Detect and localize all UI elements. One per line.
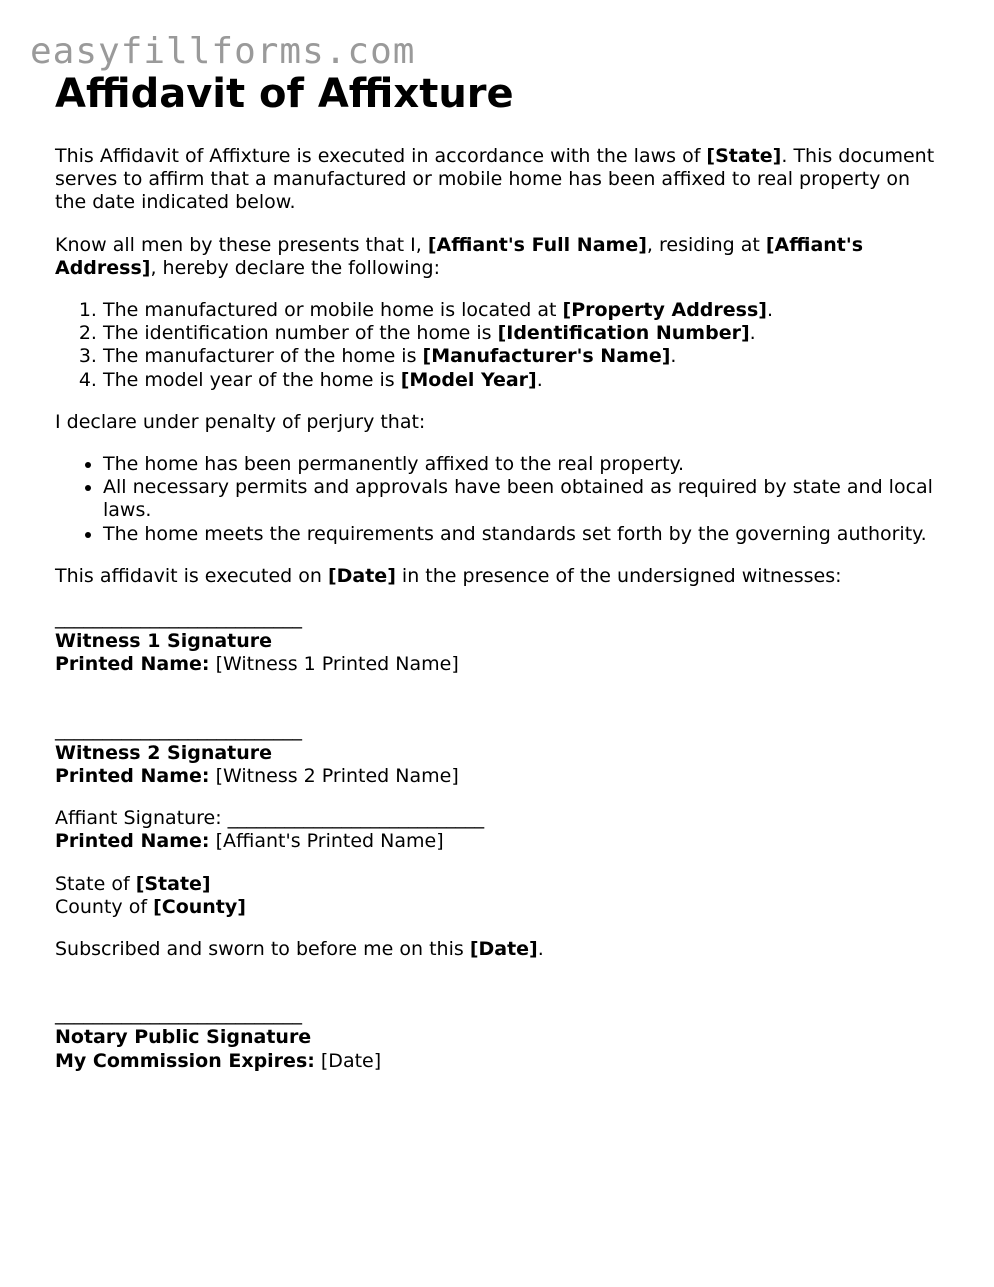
list-item: 2. The identification number of the home is [Identification Number]. xyxy=(103,322,935,345)
intro-paragraph: This Affidavit of Affixture is executed in accordance with the laws of [State]. This document serves to affirm that a manufactured or mobile home has been affixed to real property on the date indicated below. xyxy=(55,145,935,214)
perjury-intro: I declare under penalty of perjury that: xyxy=(55,410,426,433)
facts-list xyxy=(55,299,935,392)
state-field: [State] xyxy=(706,145,782,167)
perjury-list xyxy=(55,453,935,546)
venue-state-field: [State] xyxy=(135,872,211,895)
venue-block: State of [State] County of [County] xyxy=(55,872,246,918)
signature-line[interactable]: __________________________ xyxy=(55,718,302,741)
list-item: 1. The manufactured or mobile home is located at [Property Address]. xyxy=(103,299,935,322)
affiant-signature-line[interactable]: ___________________________ xyxy=(227,807,485,830)
witness-1-label: Witness 1 Signature xyxy=(55,630,273,653)
witness-2-printed-name[interactable]: [Witness 2 Printed Name] xyxy=(209,765,459,788)
watermark: easyfillforms.com xyxy=(30,31,416,72)
witness-1-printed-name[interactable]: [Witness 1 Printed Name] xyxy=(209,653,459,676)
list-item: 4. The model year of the home is [Model Year]. xyxy=(103,369,935,392)
venue-county-field: [County] xyxy=(153,895,246,918)
affiant-name-field: [Affiant's Full Name] xyxy=(427,233,647,256)
notary-label: Notary Public Signature xyxy=(55,1026,312,1049)
document-title: Affidavit of Affixture xyxy=(55,71,514,117)
list-item: • The home meets the requirements and standards set forth by the governing authority. xyxy=(103,523,935,546)
list-item: • All necessary permits and approvals have been obtained as required by state and local laws. xyxy=(103,476,935,522)
signature-line[interactable]: __________________________ xyxy=(55,1003,302,1026)
affiant-printed-name[interactable]: [Affiant's Printed Name] xyxy=(209,830,444,853)
declaration-paragraph: Know all men by these presents that I, [Affiant's Full Name], residing at [Affiant's Address], hereby declare the following: xyxy=(55,233,864,279)
commission-expiry-field[interactable]: [Date] xyxy=(314,1049,382,1072)
list-item: • The home has been permanently affixed to the real property. xyxy=(103,453,935,476)
notary-block: __________________________ Notary Public Signature My Commission Expires: [Date] xyxy=(55,1003,935,1073)
document xyxy=(55,70,935,1073)
date-field: [Date] xyxy=(327,564,396,587)
witness-1-block: __________________________ Witness 1 Signature Printed Name: [Witness 1 Printed Name] xyxy=(55,607,935,677)
affiant-address-field: [Affiant's Address] xyxy=(55,233,864,279)
executed-paragraph: This affidavit is executed on [Date] in the presence of the undersigned witnesses: xyxy=(55,564,842,587)
witness-2-label: Witness 2 Signature xyxy=(55,741,273,764)
affiant-block: Affiant Signature: ___________________________ Printed Name: [Affiant's Printed Name] xyxy=(55,807,485,853)
list-item: 3. The manufacturer of the home is [Manufacturer's Name]. xyxy=(103,345,935,368)
signature-line[interactable]: __________________________ xyxy=(55,607,302,630)
witness-2-block: __________________________ Witness 2 Signature Printed Name: [Witness 2 Printed Name] xyxy=(55,719,935,789)
sworn-paragraph: Subscribed and sworn to before me on this [Date]. xyxy=(55,938,544,961)
